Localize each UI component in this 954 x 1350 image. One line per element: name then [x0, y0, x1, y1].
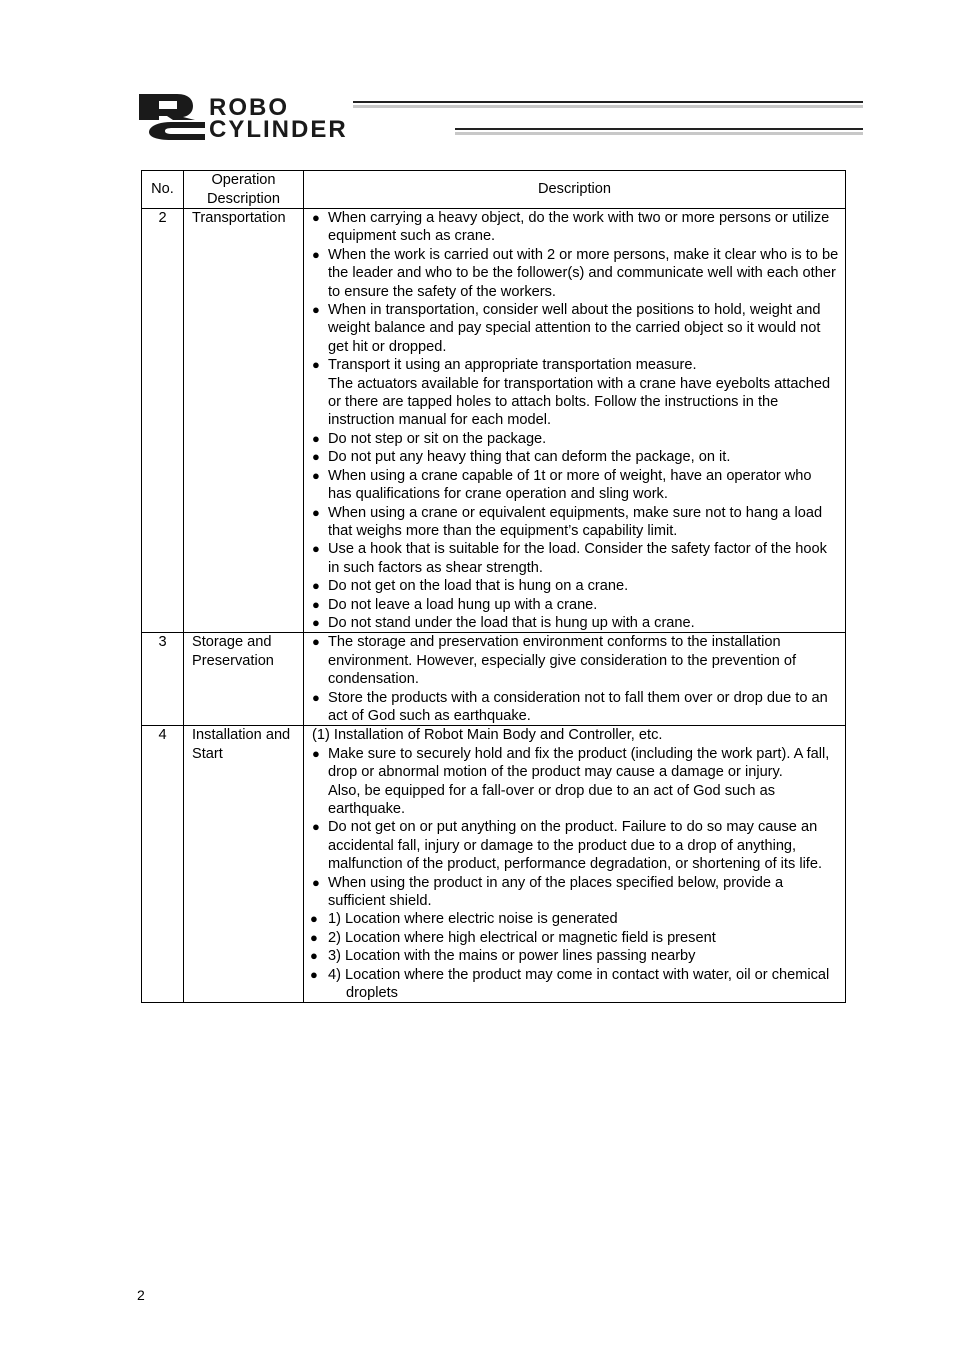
list-item: ● Do not stand under the load that is hung up with a crane. [312, 614, 839, 632]
header-rule-top-shadow [353, 105, 863, 108]
table-header-row [142, 171, 846, 209]
list-item-text: When using the product in any of the places specified below, provide a sufficient shield. [328, 874, 784, 910]
list-item: ● The storage and preservation environment conforms to the installation environment. However, especially give consideration to the prevention of condensation. [312, 633, 839, 688]
section-subheading: (1) Installation of Robot Main Body and Controller, etc. [312, 727, 663, 744]
bullet-list [312, 745, 839, 1003]
row-operation: Transportation [184, 209, 304, 633]
logo-text-robo: ROBO [209, 94, 289, 121]
list-item: ● When in transportation, consider well about the positions to hold, weight and weight balance and pay special attention to the carried object so it would not get hit or dropped. [312, 301, 839, 356]
table-row [142, 209, 846, 633]
list-item [312, 874, 839, 1003]
list-item-text: Make sure to securely hold and fix the product (including the work part). A fall, drop or abnormal motion of the product may cause a damage or injury. [328, 745, 830, 781]
list-item: ● Do not get on the load that is hung on a crane. [312, 577, 839, 595]
row-operation: Installation and Start [184, 726, 304, 1003]
list-item-continuation: The actuators available for transportation with a crane have eyebolts attached or there are tapped holes to attach bolts. Follow the instructions in the instruction manual for each model. [328, 375, 831, 429]
header-description: Description [304, 171, 846, 209]
table-row [142, 633, 846, 726]
list-item-text: Transport it using an appropriate transportation measure. [328, 357, 697, 374]
list-item: ● When the work is carried out with 2 or more persons, make it clear who is to be the leader and who to be the follower(s) and communicate well with each other to ensure the safety of the workers. [312, 246, 839, 301]
list-item: ● Do not get on or put anything on the product. Failure to do so may cause an accidental fall, injury or damage to the product due to a drop of anything, malfunction of the product, performance degradation, or shortening of its life. [312, 818, 839, 873]
row-number: 4 [142, 726, 184, 1003]
list-item [312, 356, 839, 430]
list-item: ● 1) Location where electric noise is generated [328, 910, 839, 928]
header-operation: Operation Description [184, 171, 304, 209]
row-operation: Storage and Preservation [184, 633, 304, 726]
row-description [304, 726, 846, 1003]
list-item: ● Store the products with a consideration not to fall them over or drop due to an act of God such as earthquake. [312, 689, 839, 726]
list-item: ● 4) Location where the product may come in contact with water, oil or chemical droplets [328, 966, 839, 1003]
logo-text-cylinder: CYLINDER [209, 116, 348, 143]
list-item: ● Do not step or sit on the package. [312, 430, 839, 448]
list-item: ● 3) Location with the mains or power lines passing nearby [328, 947, 839, 965]
places-list [328, 910, 839, 1002]
list-item-continuation: Also, be equipped for a fall-over or drop due to an act of God such as earthquake. [328, 782, 776, 817]
row-description [304, 633, 846, 726]
list-item: ● 2) Location where high electrical or magnetic field is present [328, 929, 839, 947]
list-item: ● Do not put any heavy thing that can deform the package, on it. [312, 448, 839, 466]
list-item: ● When carrying a heavy object, do the work with two or more persons or utilize equipment such as crane. [312, 209, 839, 246]
list-item: ● Use a hook that is suitable for the load. Consider the safety factor of the hook in such factors as shear strength. [312, 540, 839, 577]
row-number: 3 [142, 633, 184, 726]
header-rule-bottom-shadow [455, 132, 863, 135]
list-item [312, 745, 839, 819]
bullet-list [312, 209, 839, 632]
row-description [304, 209, 846, 633]
table-row [142, 726, 846, 1003]
page-header [137, 92, 863, 142]
rc-logo-icon [137, 92, 207, 140]
header-no: No. [142, 171, 184, 209]
row-number: 2 [142, 209, 184, 633]
header-rule-top [353, 101, 863, 103]
list-item: ● When using a crane or equivalent equipments, make sure not to hang a load that weighs more than the equipment’s capability limit. [312, 504, 839, 541]
page-number: 2 [137, 1287, 145, 1303]
list-item: ● When using a crane capable of 1t or more of weight, have an operator who has qualifications for crane operation and sling work. [312, 467, 839, 504]
bullet-list [312, 633, 839, 725]
list-item: ● Do not leave a load hung up with a crane. [312, 596, 839, 614]
operations-table [141, 170, 846, 1003]
header-rule-bottom [455, 128, 863, 130]
